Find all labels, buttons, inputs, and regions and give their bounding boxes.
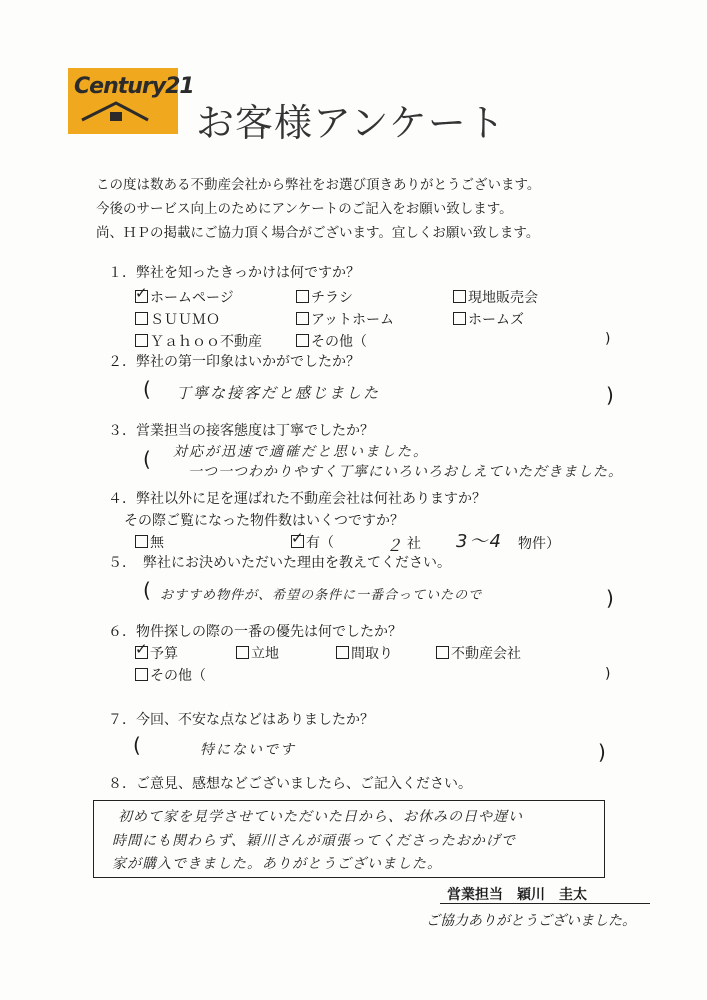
checkbox-checked[interactable] [135,646,148,659]
q6-option-budget[interactable]: ✓予算 [135,643,178,663]
q1-option-homes[interactable]: ホームズ [453,309,524,329]
q6-label: ６．物件探しの際の一番の優先は何でしたか？ [108,624,402,640]
q4-label-2: その際ご覧になった物件数はいくつですか？ [124,513,404,529]
q3-answer-line-2[interactable]: 一つ一つわかりやすく丁寧にいろいろおしえていただきました。 [188,464,623,480]
open-paren: ( [143,447,151,471]
q6-option-agency[interactable]: 不動産会社 [436,643,521,663]
q8-line-1: 初めて家を見学させていただいた日から、お休みの日や遅い [118,809,523,825]
checkbox[interactable] [296,334,309,347]
q8-line-3: 家が購入できました。ありがとうございました。 [112,856,442,872]
checkbox[interactable] [135,312,148,325]
house-icon [80,100,150,124]
checkbox-checked[interactable] [291,535,304,548]
q7-label: ７．今回、不安な点などはありましたか？ [108,712,374,728]
q4-option-none[interactable]: 無 [135,532,164,552]
q1-option-other[interactable]: その他（ [296,331,367,351]
q8-label: ８．ご意見、感想などございましたら、ご記入ください。 [108,776,472,792]
q8-line-2: 時間にも関わらず、穎川さんが頑張ってくださったおかげで [112,833,516,849]
q1-option-open-house[interactable]: 現地販売会 [453,287,538,307]
q3-answer-line-1[interactable]: 対応が迅速で適確だと思いました。 [173,444,429,460]
q3-label: ３．営業担当の接客態度は丁寧でしたか？ [108,423,374,439]
q4-companies-value[interactable]: ２ [386,536,405,555]
q6-option-layout[interactable]: 間取り [336,643,393,663]
intro-line-1: この度は数ある不動産会社から弊社をお選び頂きありがとうございます。 [96,177,541,193]
q2-answer[interactable]: 丁寧な接客だと感じました [176,384,381,402]
checkbox[interactable] [135,334,148,347]
q1-option-suumo[interactable]: ＳＵＵＭＯ [135,309,220,329]
checkbox[interactable] [296,290,309,303]
q4-option-yes[interactable]: ✓ 有（ [291,532,334,552]
close-paren: ) [605,331,611,347]
q6-option-other[interactable]: その他（ [135,665,206,685]
close-paren: ) [606,383,614,407]
q1-option-homepage[interactable]: ✓ホームページ [135,287,234,307]
checkbox[interactable] [135,535,148,548]
q2-label: ２．弊社の第一印象はいかがでしたか？ [108,354,360,370]
checkbox[interactable] [453,290,466,303]
checkbox[interactable] [453,312,466,325]
staff-name: 営業担当 穎川 圭太 [447,887,587,903]
checkbox[interactable] [436,646,449,659]
q7-answer[interactable]: 特にないです [200,742,296,758]
thanks-text: ご協力ありがとうございました。 [426,913,636,929]
signature-line [440,903,650,904]
logo-text: Century21 [74,74,194,99]
q4-properties-value[interactable]: 3〜4 [456,531,503,552]
q1-label: １．弊社を知ったきっかけは何ですか？ [108,265,360,281]
open-paren: ( [143,578,151,602]
checkbox[interactable] [296,312,309,325]
close-paren: ) [605,666,611,682]
q5-label: ５． 弊社にお決めいただいた理由を教えてください。 [108,555,451,571]
q4-properties-unit: 物件） [518,536,560,552]
open-paren: ( [133,733,141,757]
close-paren: ) [598,740,606,764]
q5-answer[interactable]: おすすめ物件が、希望の条件に一番合っていたので [160,588,483,603]
checkbox[interactable] [236,646,249,659]
intro-line-2: 今後のサービス向上のためにアンケートのご記入をお願い致します。 [96,201,513,217]
q4-label-1: ４．弊社以外に足を運ばれた不動産会社は何社ありますか？ [108,491,486,507]
checkbox[interactable] [336,646,349,659]
checkbox-checked[interactable] [135,290,148,303]
open-paren: ( [143,377,151,401]
q1-option-flyer[interactable]: チラシ [296,287,353,307]
q6-option-location[interactable]: 立地 [236,643,279,663]
q1-option-yahoo[interactable]: Ｙａｈｏｏ不動産 [135,331,262,351]
checkbox[interactable] [135,668,148,681]
intro-line-3: 尚、ＨＰの掲載にご協力頂く場合がございます。宜しくお願い致します。 [96,225,540,241]
page-title: お客様アンケート [196,101,506,145]
q4-companies-unit: 社 [407,536,421,552]
q1-option-athome[interactable]: アットホーム [296,309,394,329]
close-paren: ) [606,586,614,610]
